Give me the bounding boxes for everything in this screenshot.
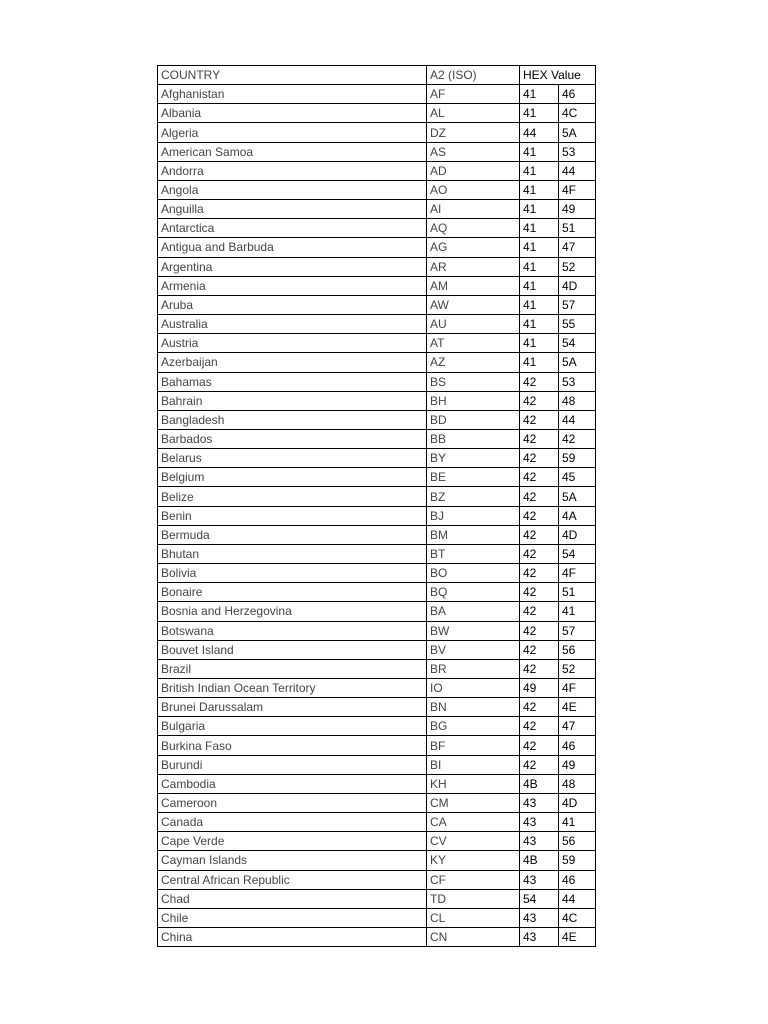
table-row [158, 410, 596, 429]
iso-code-cell: IO [427, 679, 520, 698]
country-cell: Aruba [158, 295, 427, 314]
hex-first-byte-cell: 43 [520, 832, 559, 851]
hex-second-byte-cell: 54 [559, 334, 596, 353]
country-cell: Anguilla [158, 200, 427, 219]
country-cell: Albania [158, 104, 427, 123]
country-cell: Bonaire [158, 583, 427, 602]
iso-code-cell: AG [427, 238, 520, 257]
table-row [158, 774, 596, 793]
hex-second-byte-cell: 52 [559, 257, 596, 276]
hex-first-byte-cell: 44 [520, 123, 559, 142]
hex-first-byte-cell: 43 [520, 870, 559, 889]
hex-first-byte-cell: 42 [520, 429, 559, 448]
hex-second-byte-cell: 4C [559, 908, 596, 927]
hex-first-byte-cell: 42 [520, 525, 559, 544]
hex-second-byte-cell: 4D [559, 276, 596, 295]
hex-first-byte-cell: 42 [520, 391, 559, 410]
hex-first-byte-cell: 41 [520, 219, 559, 238]
table-row [158, 123, 596, 142]
table-row [158, 372, 596, 391]
hex-second-byte-cell: 56 [559, 640, 596, 659]
table-row [158, 928, 596, 947]
iso-code-cell: BY [427, 449, 520, 468]
hex-second-byte-cell: 48 [559, 774, 596, 793]
table-row [158, 793, 596, 812]
country-cell: Burundi [158, 755, 427, 774]
hex-first-byte-cell: 42 [520, 602, 559, 621]
country-cell: Canada [158, 813, 427, 832]
hex-second-byte-cell: 5A [559, 123, 596, 142]
hex-first-byte-cell: 42 [520, 449, 559, 468]
iso-code-cell: CL [427, 908, 520, 927]
iso-code-cell: AD [427, 161, 520, 180]
iso-code-cell: AO [427, 180, 520, 199]
country-cell: Brazil [158, 659, 427, 678]
hex-first-byte-cell: 41 [520, 180, 559, 199]
hex-first-byte-cell: 41 [520, 85, 559, 104]
table-body [158, 85, 596, 947]
country-cell: Brunei Darussalam [158, 698, 427, 717]
hex-first-byte-cell: 41 [520, 353, 559, 372]
country-cell: British Indian Ocean Territory [158, 679, 427, 698]
iso-code-cell: AR [427, 257, 520, 276]
iso-code-cell: BH [427, 391, 520, 410]
table-row [158, 468, 596, 487]
country-code-table [157, 65, 596, 947]
table-row [158, 717, 596, 736]
hex-second-byte-cell: 59 [559, 851, 596, 870]
table-row [158, 295, 596, 314]
country-cell: Central African Republic [158, 870, 427, 889]
iso-code-cell: BN [427, 698, 520, 717]
iso-code-cell: TD [427, 889, 520, 908]
hex-first-byte-cell: 43 [520, 908, 559, 927]
hex-second-byte-cell: 57 [559, 621, 596, 640]
hex-first-byte-cell: 41 [520, 334, 559, 353]
hex-second-byte-cell: 51 [559, 583, 596, 602]
iso-code-cell: AT [427, 334, 520, 353]
table-row [158, 429, 596, 448]
country-cell: Argentina [158, 257, 427, 276]
country-cell: Chad [158, 889, 427, 908]
iso-code-cell: BM [427, 525, 520, 544]
iso-code-cell: BG [427, 717, 520, 736]
table-row [158, 832, 596, 851]
country-cell: Belgium [158, 468, 427, 487]
hex-first-byte-cell: 42 [520, 717, 559, 736]
table-row [158, 391, 596, 410]
iso-code-cell: KH [427, 774, 520, 793]
table-row [158, 544, 596, 563]
table-row [158, 583, 596, 602]
iso-code-cell: AS [427, 142, 520, 161]
country-cell: Azerbaijan [158, 353, 427, 372]
hex-first-byte-cell: 43 [520, 813, 559, 832]
hex-first-byte-cell: 42 [520, 372, 559, 391]
country-cell: Afghanistan [158, 85, 427, 104]
hex-first-byte-cell: 42 [520, 487, 559, 506]
hex-first-byte-cell: 42 [520, 736, 559, 755]
hex-second-byte-cell: 49 [559, 755, 596, 774]
iso-code-cell: BR [427, 659, 520, 678]
table-row [158, 525, 596, 544]
hex-first-byte-cell: 41 [520, 200, 559, 219]
country-cell: Benin [158, 506, 427, 525]
country-cell: Bouvet Island [158, 640, 427, 659]
header-row [158, 66, 596, 85]
iso-code-cell: AZ [427, 353, 520, 372]
table-row [158, 564, 596, 583]
hex-first-byte-cell: 4B [520, 851, 559, 870]
hex-second-byte-cell: 4C [559, 104, 596, 123]
iso-code-cell: KY [427, 851, 520, 870]
hex-first-byte-cell: 42 [520, 506, 559, 525]
table-row [158, 506, 596, 525]
country-cell: Cameroon [158, 793, 427, 812]
iso-code-cell: CF [427, 870, 520, 889]
country-cell: Antigua and Barbuda [158, 238, 427, 257]
hex-second-byte-cell: 51 [559, 219, 596, 238]
country-cell: Botswana [158, 621, 427, 640]
table-row [158, 870, 596, 889]
table-row [158, 640, 596, 659]
country-cell: Bahrain [158, 391, 427, 410]
iso-code-cell: BT [427, 544, 520, 563]
iso-code-cell: CV [427, 832, 520, 851]
country-cell: Antarctica [158, 219, 427, 238]
hex-second-byte-cell: 57 [559, 295, 596, 314]
hex-second-byte-cell: 41 [559, 813, 596, 832]
hex-second-byte-cell: 45 [559, 468, 596, 487]
header-iso: A2 (ISO) [427, 66, 520, 85]
hex-second-byte-cell: 4D [559, 793, 596, 812]
table-row [158, 679, 596, 698]
hex-second-byte-cell: 44 [559, 889, 596, 908]
iso-code-cell: AI [427, 200, 520, 219]
iso-code-cell: CM [427, 793, 520, 812]
iso-code-cell: BV [427, 640, 520, 659]
table-row [158, 257, 596, 276]
hex-first-byte-cell: 42 [520, 755, 559, 774]
hex-first-byte-cell: 42 [520, 659, 559, 678]
table-row [158, 908, 596, 927]
table-row [158, 736, 596, 755]
table-row [158, 315, 596, 334]
hex-first-byte-cell: 41 [520, 104, 559, 123]
hex-second-byte-cell: 47 [559, 717, 596, 736]
iso-code-cell: AF [427, 85, 520, 104]
iso-code-cell: BE [427, 468, 520, 487]
table-row [158, 161, 596, 180]
country-cell: Bermuda [158, 525, 427, 544]
hex-second-byte-cell: 4E [559, 928, 596, 947]
country-cell: Austria [158, 334, 427, 353]
table-row [158, 602, 596, 621]
hex-second-byte-cell: 4E [559, 698, 596, 717]
iso-code-cell: BI [427, 755, 520, 774]
iso-code-cell: BQ [427, 583, 520, 602]
hex-second-byte-cell: 4D [559, 525, 596, 544]
iso-code-cell: BW [427, 621, 520, 640]
iso-code-cell: BJ [427, 506, 520, 525]
table-row [158, 755, 596, 774]
hex-second-byte-cell: 56 [559, 832, 596, 851]
country-cell: Andorra [158, 161, 427, 180]
hex-first-byte-cell: 41 [520, 257, 559, 276]
country-cell: Chile [158, 908, 427, 927]
hex-second-byte-cell: 52 [559, 659, 596, 678]
hex-first-byte-cell: 42 [520, 698, 559, 717]
hex-second-byte-cell: 53 [559, 142, 596, 161]
hex-second-byte-cell: 5A [559, 353, 596, 372]
iso-code-cell: BS [427, 372, 520, 391]
country-cell: Burkina Faso [158, 736, 427, 755]
country-cell: Bangladesh [158, 410, 427, 429]
country-cell: Belarus [158, 449, 427, 468]
country-cell: Cape Verde [158, 832, 427, 851]
hex-first-byte-cell: 41 [520, 276, 559, 295]
table-row [158, 851, 596, 870]
iso-code-cell: BB [427, 429, 520, 448]
hex-first-byte-cell: 42 [520, 583, 559, 602]
hex-second-byte-cell: 59 [559, 449, 596, 468]
hex-second-byte-cell: 5A [559, 487, 596, 506]
country-cell: Cayman Islands [158, 851, 427, 870]
hex-second-byte-cell: 54 [559, 544, 596, 563]
hex-first-byte-cell: 42 [520, 621, 559, 640]
table-row [158, 104, 596, 123]
hex-first-byte-cell: 49 [520, 679, 559, 698]
hex-second-byte-cell: 44 [559, 161, 596, 180]
hex-first-byte-cell: 43 [520, 928, 559, 947]
table-row [158, 813, 596, 832]
table-row [158, 621, 596, 640]
hex-second-byte-cell: 4F [559, 679, 596, 698]
table-row [158, 142, 596, 161]
table-row [158, 487, 596, 506]
hex-second-byte-cell: 46 [559, 870, 596, 889]
table-row [158, 85, 596, 104]
country-cell: Australia [158, 315, 427, 334]
country-cell: Cambodia [158, 774, 427, 793]
hex-second-byte-cell: 48 [559, 391, 596, 410]
hex-first-byte-cell: 42 [520, 468, 559, 487]
iso-code-cell: AW [427, 295, 520, 314]
iso-code-cell: CA [427, 813, 520, 832]
iso-code-cell: BZ [427, 487, 520, 506]
country-cell: Bulgaria [158, 717, 427, 736]
hex-first-byte-cell: 41 [520, 142, 559, 161]
iso-code-cell: DZ [427, 123, 520, 142]
iso-code-cell: AL [427, 104, 520, 123]
hex-second-byte-cell: 4A [559, 506, 596, 525]
table-row [158, 659, 596, 678]
hex-first-byte-cell: 41 [520, 238, 559, 257]
hex-first-byte-cell: 42 [520, 564, 559, 583]
hex-first-byte-cell: 54 [520, 889, 559, 908]
hex-first-byte-cell: 41 [520, 295, 559, 314]
table-row [158, 180, 596, 199]
country-cell: China [158, 928, 427, 947]
table-row [158, 200, 596, 219]
table-row [158, 276, 596, 295]
iso-code-cell: BA [427, 602, 520, 621]
iso-code-cell: AM [427, 276, 520, 295]
table-row [158, 219, 596, 238]
country-cell: Belize [158, 487, 427, 506]
hex-first-byte-cell: 42 [520, 544, 559, 563]
hex-first-byte-cell: 41 [520, 161, 559, 180]
iso-code-cell: BO [427, 564, 520, 583]
country-cell: Angola [158, 180, 427, 199]
table-row [158, 238, 596, 257]
iso-code-cell: AQ [427, 219, 520, 238]
hex-first-byte-cell: 41 [520, 315, 559, 334]
header-country: COUNTRY [158, 66, 427, 85]
country-cell: Algeria [158, 123, 427, 142]
country-cell: Bosnia and Herzegovina [158, 602, 427, 621]
hex-first-byte-cell: 42 [520, 640, 559, 659]
table-row [158, 353, 596, 372]
hex-second-byte-cell: 53 [559, 372, 596, 391]
country-cell: Bolivia [158, 564, 427, 583]
hex-first-byte-cell: 43 [520, 793, 559, 812]
iso-code-cell: CN [427, 928, 520, 947]
iso-code-cell: BD [427, 410, 520, 429]
table-row [158, 698, 596, 717]
header-hex-value: HEX Value [520, 66, 596, 85]
hex-second-byte-cell: 46 [559, 85, 596, 104]
country-cell: Barbados [158, 429, 427, 448]
hex-second-byte-cell: 46 [559, 736, 596, 755]
table-row [158, 334, 596, 353]
country-cell: Bahamas [158, 372, 427, 391]
iso-code-cell: BF [427, 736, 520, 755]
table-row [158, 449, 596, 468]
country-cell: American Samoa [158, 142, 427, 161]
iso-code-cell: AU [427, 315, 520, 334]
hex-second-byte-cell: 4F [559, 564, 596, 583]
country-cell: Bhutan [158, 544, 427, 563]
country-cell: Armenia [158, 276, 427, 295]
hex-second-byte-cell: 44 [559, 410, 596, 429]
hex-second-byte-cell: 47 [559, 238, 596, 257]
hex-second-byte-cell: 49 [559, 200, 596, 219]
hex-first-byte-cell: 42 [520, 410, 559, 429]
hex-first-byte-cell: 4B [520, 774, 559, 793]
hex-second-byte-cell: 55 [559, 315, 596, 334]
hex-second-byte-cell: 42 [559, 429, 596, 448]
table-row [158, 889, 596, 908]
hex-second-byte-cell: 4F [559, 180, 596, 199]
hex-second-byte-cell: 41 [559, 602, 596, 621]
